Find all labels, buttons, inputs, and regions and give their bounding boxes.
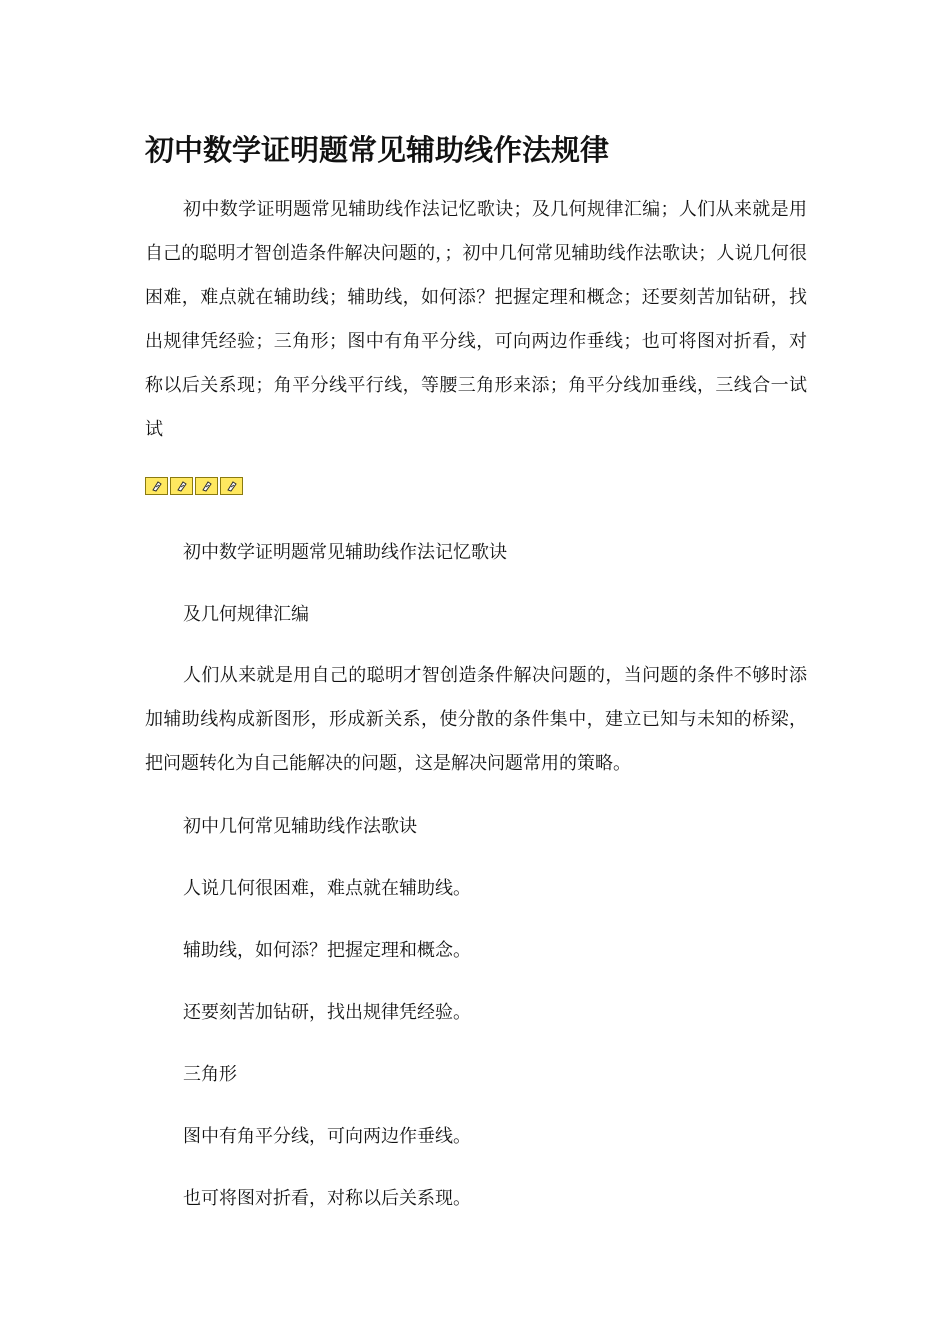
heading-mnemonic: 初中数学证明题常见辅助线作法记忆歌诀 (183, 542, 507, 563)
verse-line: 图中有角平分线，可向两边作垂线。 (183, 1126, 471, 1147)
strategy-paragraph: 人们从来就是用自己的聪明才智创造条件解决问题的，当问题的条件不够时添加辅助线构成新图形，形成新关系，使分散的条件集中，建立已知与未知的桥梁，把问题转化为自己能解决的问题，这是解决问题常用的策略。 (145, 665, 807, 774)
document-icon[interactable] (145, 477, 168, 495)
document-icon[interactable] (170, 477, 193, 495)
document-icon[interactable] (220, 477, 243, 495)
heading-compilation: 及几何规律汇编 (183, 604, 309, 625)
intro-paragraph: 初中数学证明题常见辅助线作法记忆歌诀；及几何规律汇编；人们从来就是用自己的聪明才智创造条件解决问题的，；初中几何常见辅助线作法歌诀；人说几何很困难，难点就在辅助线；辅助线，如何添？把握定理和概念；还要刻苦加钻研，找出规律凭经验；三角形；图中有角平分线，可向两边作垂线；也可将图对折看，对称以后关系现；角平分线平行线，等腰三角形来添；角平分线加垂线，三线合一试试 (145, 199, 807, 440)
verse-line: 还要刻苦加钻研，找出规律凭经验。 (183, 1002, 471, 1023)
verse-line: 也可将图对折看，对称以后关系现。 (183, 1188, 471, 1209)
section-heading-triangle: 三角形 (183, 1064, 237, 1085)
verse-line: 人说几何很困难，难点就在辅助线。 (183, 878, 471, 899)
verse-line: 辅助线，如何添？把握定理和概念。 (183, 940, 471, 961)
document-title: 初中数学证明题常见辅助线作法规律 (145, 133, 610, 167)
attachment-icon-strip (145, 477, 243, 495)
heading-verse: 初中几何常见辅助线作法歌诀 (183, 816, 417, 837)
document-icon[interactable] (195, 477, 218, 495)
